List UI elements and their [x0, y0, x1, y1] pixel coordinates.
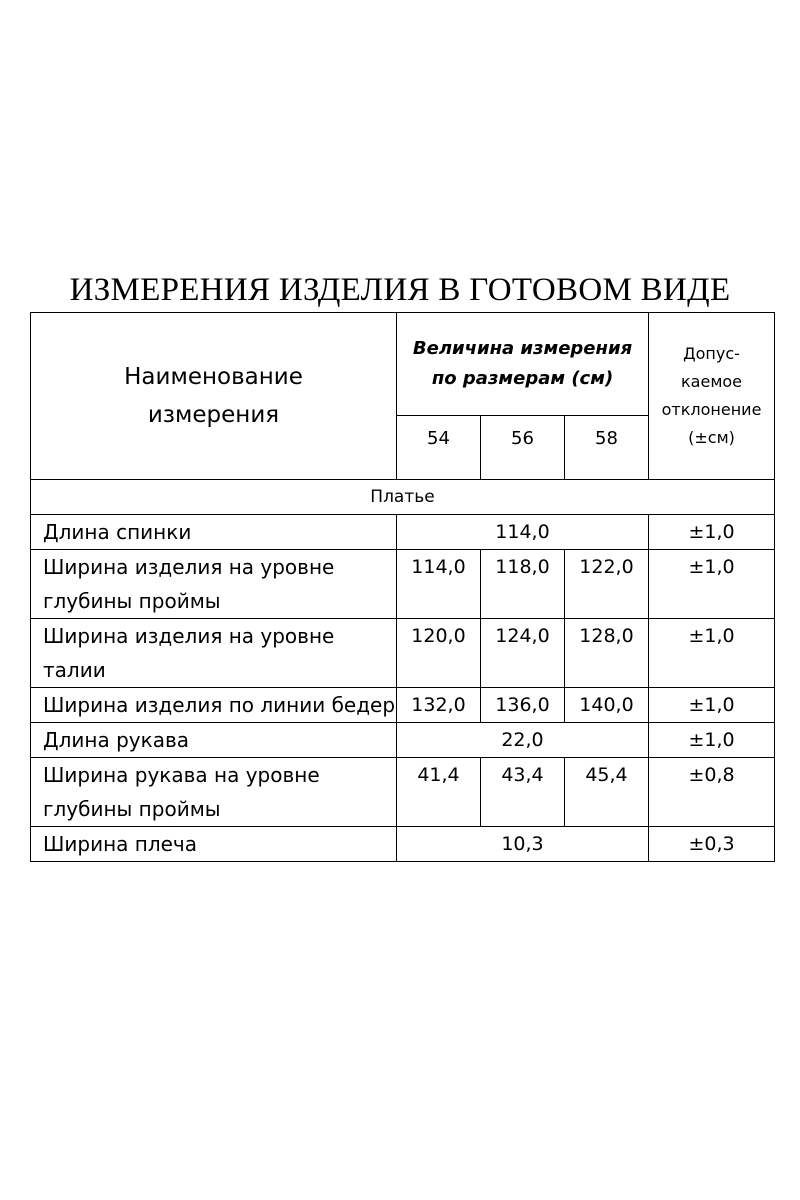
header-name-line: измерения	[147, 402, 280, 428]
size-header-cell: 56	[481, 416, 565, 480]
measurement-value: 118,0	[481, 550, 565, 619]
size-header-cell: 58	[565, 416, 649, 480]
measurement-value: 22,0	[397, 723, 649, 758]
table-row	[31, 723, 775, 758]
measurement-name: Ширина плеча	[31, 827, 397, 862]
measurement-value: 128,0	[565, 619, 649, 688]
header-value-line: Величина измерения	[412, 338, 633, 359]
measurement-value: 124,0	[481, 619, 565, 688]
tolerance-value: ±1,0	[649, 550, 775, 619]
tolerance-value: ±1,0	[649, 619, 775, 688]
measurement-value: 114,0	[397, 550, 481, 619]
size-header-cell: 54	[397, 416, 481, 480]
measurement-value: 45,4	[565, 758, 649, 827]
measurement-value: 132,0	[397, 688, 481, 723]
measurements-table	[30, 312, 775, 862]
table-row	[31, 688, 775, 723]
measurement-value: 140,0	[565, 688, 649, 723]
header-tolerance-line: (±см)	[688, 428, 735, 447]
measurement-name: Ширина изделия по линии бедер	[31, 688, 397, 723]
measurement-value: 10,3	[397, 827, 649, 862]
measurement-value: 136,0	[481, 688, 565, 723]
measurement-name: Длина рукава	[31, 723, 397, 758]
header-tolerance-line: Допус-	[683, 344, 740, 363]
tolerance-value: ±0,8	[649, 758, 775, 827]
header-name-line: Наименование	[124, 364, 303, 390]
measurement-value: 43,4	[481, 758, 565, 827]
measurement-name: Ширина изделия на уровне глубины проймы	[31, 550, 397, 619]
table-row	[31, 827, 775, 862]
tolerance-value: ±1,0	[649, 723, 775, 758]
section-row	[31, 480, 775, 515]
table-header-row	[31, 313, 775, 416]
header-name-cell	[31, 313, 397, 480]
measurement-name: Длина спинки	[31, 515, 397, 550]
measurement-value: 114,0	[397, 515, 649, 550]
table-row	[31, 515, 775, 550]
table-row	[31, 619, 775, 688]
header-value-cell	[397, 313, 649, 416]
section-label: Платье	[31, 480, 775, 515]
header-tolerance-line: отклонение	[661, 400, 762, 419]
page-title: ИЗМЕРЕНИЯ ИЗДЕЛИЯ В ГОТОВОМ ВИДЕ	[69, 272, 731, 308]
header-tolerance-line: каемое	[681, 372, 743, 391]
measurement-name: Ширина изделия на уровне талии	[31, 619, 397, 688]
measurement-value: 41,4	[397, 758, 481, 827]
table-row	[31, 550, 775, 619]
header-value-line: по размерам (см)	[431, 368, 614, 389]
measurement-value: 122,0	[565, 550, 649, 619]
tolerance-value: ±1,0	[649, 515, 775, 550]
table-row	[31, 758, 775, 827]
tolerance-value: ±0,3	[649, 827, 775, 862]
measurement-value: 120,0	[397, 619, 481, 688]
measurement-name: Ширина рукава на уровне глубины проймы	[31, 758, 397, 827]
header-tolerance-cell	[649, 313, 775, 480]
tolerance-value: ±1,0	[649, 688, 775, 723]
